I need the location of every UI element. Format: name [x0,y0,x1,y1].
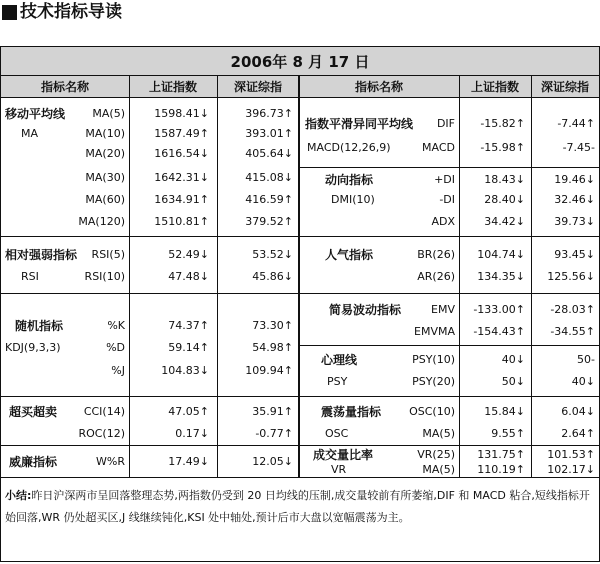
vr-sz: 101.53↑ [547,448,595,461]
wr-title: 威廉指标 [9,455,58,469]
row-divider [299,345,599,346]
ma-sh: 1642.31↓ [154,171,209,184]
ma-param: MA(20) [85,147,125,160]
psy-sh: 50↓ [501,375,525,388]
rsi-param: RSI(10) [84,270,125,283]
vr-abbr: VR [331,463,347,476]
dmi-sh: 18.43↓ [484,173,525,186]
br-sh: 134.35↓ [477,270,525,283]
psy-param: PSY(20) [412,375,455,388]
osc-sz: 2.64↑ [561,427,595,440]
emv-sz: -34.55↑ [550,325,595,338]
ma-sh: 1587.49↑ [154,127,209,140]
ma-title: 移动平均线 [5,107,66,121]
wr-sh: 17.49↓ [168,455,209,468]
rsi-sh: 52.49↓ [168,248,209,261]
ma-param: MA(5) [92,107,125,120]
macd-sz: -7.44↑ [557,117,595,130]
macd-sh: -15.98↑ [480,141,525,154]
date-bar [1,47,599,76]
cci-sz: -0.77↑ [255,427,293,440]
ma-sh: 1510.81↑ [154,215,209,228]
osc-param: MA(5) [422,427,455,440]
macd-abbr: MACD(12,26,9) [307,141,391,154]
dmi-abbr: DMI(10) [331,193,375,206]
ma-sz: 379.52↑ [245,215,293,228]
br-sz: 93.45↓ [554,248,595,261]
macd-sh: -15.82↑ [480,117,525,130]
br-sz: 125.56↓ [547,270,595,283]
section-heading [2,0,122,24]
osc-sz: 6.04↓ [561,405,595,418]
row-divider [1,236,299,237]
row-divider [1,445,299,446]
wr-param: W%R [96,455,125,468]
header-right-sh: 上证指数 [459,76,531,98]
br-param: BR(26) [417,248,455,261]
header-left-sz: 深证综指 [217,76,299,98]
rsi-title: 相对强弱指标 [5,248,78,262]
row-divider [299,293,599,294]
osc-param: OSC(10) [409,405,455,418]
psy-sh: 40↓ [501,353,525,366]
cci-sh: 0.17↓ [175,427,209,440]
vr-sh: 131.75↑ [477,448,525,461]
dmi-sz: 32.46↓ [554,193,595,206]
ma-sh: 1598.41↓ [154,107,209,120]
rsi-abbr: RSI [21,270,39,283]
osc-abbr: OSC [325,427,349,440]
dmi-param: -DI [439,193,455,206]
kdj-param: %J [111,364,125,377]
macd-param: DIF [436,117,455,130]
grid-line-center [298,76,300,477]
kdj-param: %D [106,341,125,354]
table-bottom-line [1,477,599,478]
cci-title: 超买超卖 [9,405,58,419]
psy-title: 心理线 [321,353,358,367]
grid-line [217,76,218,477]
cci-param: CCI(14) [83,405,125,418]
ma-param: MA(60) [85,193,125,206]
dmi-sh: 34.42↓ [484,215,525,228]
dmi-title: 动向指标 [325,173,374,187]
date-text: 2006年 8 月 17 日 [230,52,370,71]
kdj-sh: 104.83↓ [161,364,209,377]
ma-sz: 415.08↓ [245,171,293,184]
emv-title: 简易波动指标 [329,303,402,317]
header-right-sz: 深证综指 [531,76,599,98]
cci-sz: 35.91↑ [252,405,293,418]
vr-param: VR(25) [417,448,455,461]
ma-abbr: MA [21,127,39,140]
grid-line [459,76,460,477]
rsi-param: RSI(5) [91,248,125,261]
rsi-sz: 53.52↓ [252,248,293,261]
vr-sz: 102.17↓ [547,463,595,476]
psy-abbr: PSY [327,375,348,388]
kdj-sh: 74.37↑ [168,319,209,332]
osc-sh: 15.84↓ [484,405,525,418]
summary-text: 昨日沪深两市呈回落整理态势,两指数仍受到 20 日均线的压制,成交量较前有所萎缩,DIF 和 MACD 粘合,短线指标开始回落,WR 仍处超买区,J 线继续钝化,KSI 处中轴处,预计后市大盘以宽幅震荡为主。 [5,489,590,524]
ma-sh: 1634.91↑ [154,193,209,206]
kdj-sz: 54.98↑ [252,341,293,354]
kdj-sz: 109.94↑ [245,364,293,377]
emv-sh: -133.00↑ [473,303,525,316]
wr-sz: 12.05↓ [252,455,293,468]
kdj-abbr: KDJ(9,3,3) [5,341,61,354]
grid-line [129,76,130,477]
row-divider [1,396,299,397]
ma-param: MA(30) [85,171,125,184]
ma-param: MA(120) [78,215,125,228]
vr-title: 成交量比率 [313,448,374,462]
dmi-param: +DI [434,173,455,186]
header-left-sh: 上证指数 [129,76,217,98]
ma-sz: 405.64↓ [245,147,293,160]
ma-sz: 393.01↑ [245,127,293,140]
cci-param: ROC(12) [78,427,125,440]
br-title: 人气指标 [325,248,374,262]
row-divider [299,445,599,446]
br-param: AR(26) [417,270,455,283]
br-sh: 104.74↓ [477,248,525,261]
header-right-name: 指标名称 [299,76,459,98]
vr-sh: 110.19↑ [477,463,525,476]
ma-sh: 1616.54↓ [154,147,209,160]
vr-param: MA(5) [422,463,455,476]
dmi-sh: 28.40↓ [484,193,525,206]
row-divider [299,236,599,237]
ma-sz: 396.73↑ [245,107,293,120]
emv-param: EMVMA [414,325,455,338]
emv-param: EMV [431,303,455,316]
row-divider [299,396,599,397]
psy-sz: 40↓ [571,375,595,388]
kdj-sh: 59.14↑ [168,341,209,354]
row-divider [299,167,599,168]
rsi-sh: 47.48↓ [168,270,209,283]
macd-sz: -7.45- [562,141,595,154]
osc-title: 震荡量指标 [321,405,382,419]
kdj-title: 随机指标 [15,319,64,333]
grid-line [531,76,532,477]
ma-sz: 416.59↑ [245,193,293,206]
dmi-sz: 39.73↓ [554,215,595,228]
psy-sz: 50- [577,353,595,366]
summary-label: 小结: [5,489,32,502]
heading-text: 技术指标导读 [20,2,122,22]
ma-param: MA(10) [85,127,125,140]
osc-sh: 9.55↑ [491,427,525,440]
emv-sz: -28.03↑ [550,303,595,316]
cci-sh: 47.05↑ [168,405,209,418]
rsi-sz: 45.86↓ [252,270,293,283]
macd-title: 指数平滑异同平均线 [305,117,414,131]
macd-param: MACD [422,141,455,154]
row-divider [1,293,299,294]
indicator-table [0,46,600,562]
kdj-param: %K [107,319,125,332]
dmi-sz: 19.46↓ [554,173,595,186]
kdj-sz: 73.30↑ [252,319,293,332]
header-left-name: 指标名称 [1,76,129,98]
summary-paragraph [5,485,595,529]
emv-sh: -154.43↑ [473,325,525,338]
psy-param: PSY(10) [412,353,455,366]
square-bullet-icon [2,5,17,20]
dmi-param: ADX [431,215,455,228]
